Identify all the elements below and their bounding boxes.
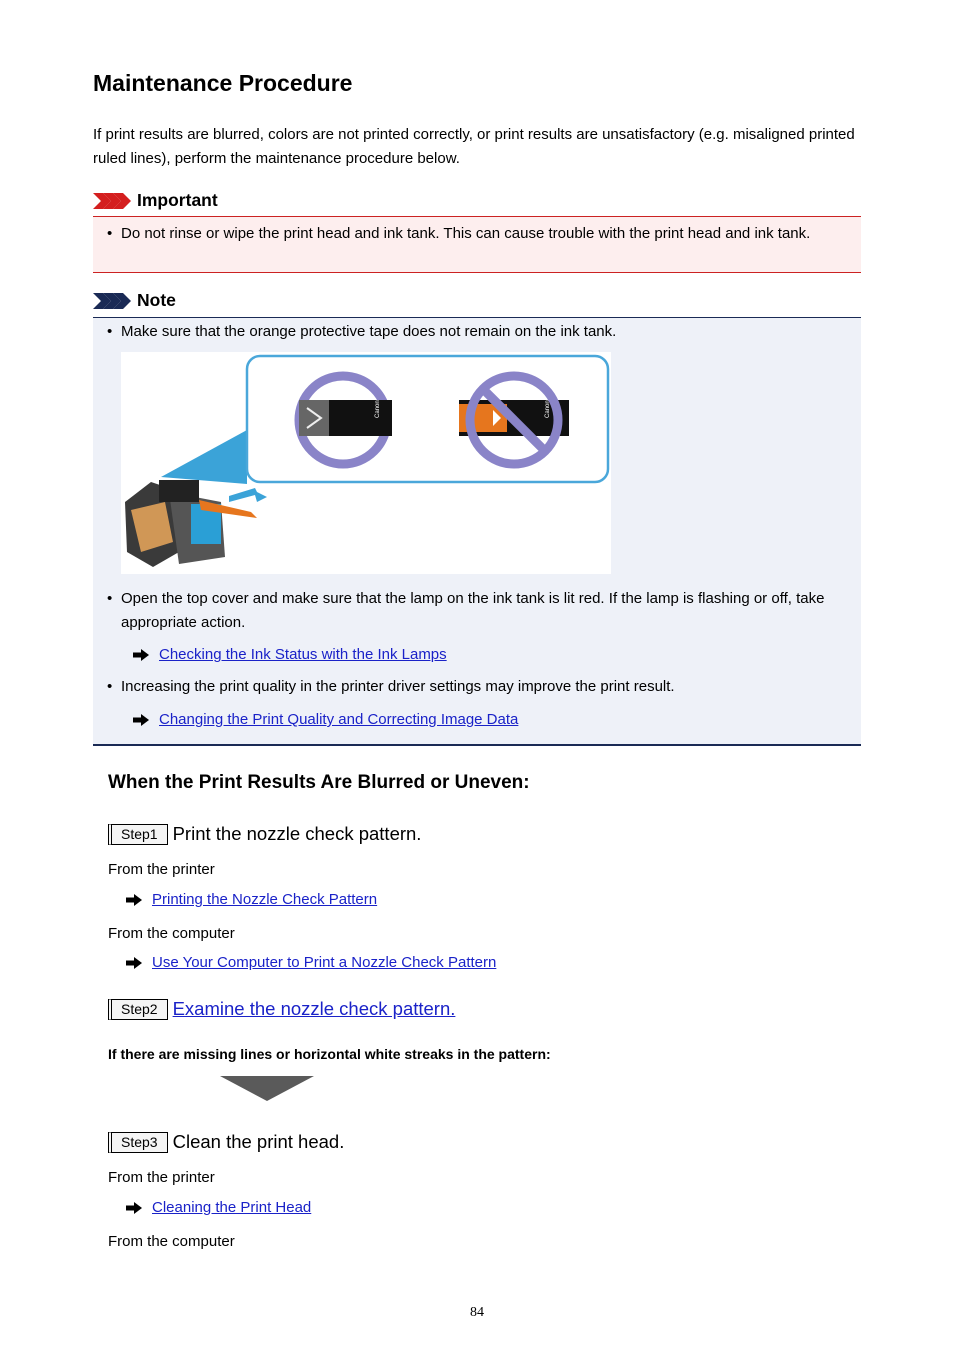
- step3-from-computer: From the computer: [108, 1233, 235, 1250]
- note-heading: [93, 290, 176, 311]
- tank-brand-label: Canon: [375, 400, 381, 418]
- important-heading: [93, 190, 218, 211]
- step1-from-computer: From the computer: [108, 925, 235, 942]
- page-title: Maintenance Procedure: [93, 70, 353, 96]
- step1-row: [108, 823, 421, 845]
- arrow-right-icon: [133, 714, 149, 726]
- step2-condition: If there are missing lines or horizontal white streaks in the pattern:: [108, 1046, 551, 1062]
- link-nozzle-computer[interactable]: [126, 954, 496, 971]
- nozzle-computer-link[interactable]: Use Your Computer to Print a Nozzle Check Pattern: [152, 954, 497, 971]
- ink-status-link[interactable]: Checking the Ink Status with the Ink Lamps: [159, 646, 447, 663]
- note-heading-label: Note: [137, 290, 176, 310]
- important-item: • Do not rinse or wipe the print head and ink tank. This can cause trouble with the print head and ink tank.: [121, 222, 841, 246]
- link-ink-status[interactable]: [133, 646, 447, 663]
- link-cleaning[interactable]: [126, 1199, 311, 1216]
- important-heading-label: Important: [137, 190, 218, 210]
- page-number: 84: [470, 1305, 484, 1320]
- nozzle-printer-link[interactable]: Printing the Nozzle Check Pattern: [152, 891, 378, 908]
- step1-text: Print the nozzle check pattern.: [172, 823, 422, 844]
- important-chevrons-icon: [93, 193, 131, 209]
- link-nozzle-printer[interactable]: [126, 891, 377, 908]
- section-title: When the Print Results Are Blurred or Uneven:: [108, 772, 530, 793]
- intro-paragraph: If print results are blurred, colors are not printed correctly, or print results are unsatisfactory (e.g. misaligned printed ruled lines), perform the maintenance procedure below.: [93, 126, 855, 167]
- step2-examine-link[interactable]: Examine the nozzle check pattern.: [172, 998, 456, 1019]
- arrow-right-icon: [133, 649, 149, 661]
- step1-badge: Step1: [108, 824, 168, 845]
- ink-tank-tape-illustration: [121, 352, 611, 574]
- arrow-right-icon: [126, 1202, 142, 1214]
- print-quality-link[interactable]: Changing the Print Quality and Correcting Image Data: [159, 711, 519, 728]
- note-item-quality: • Increasing the print quality in the printer driver settings may improve the print result.: [121, 675, 849, 699]
- step3-row: [108, 1131, 344, 1153]
- step3-from-printer: From the printer: [108, 1169, 215, 1186]
- tank-brand-label-2: Canon: [545, 400, 551, 418]
- arrow-right-icon: [126, 957, 142, 969]
- cleaning-link[interactable]: Cleaning the Print Head: [152, 1199, 312, 1216]
- note-item-tape: • Make sure that the orange protective tape does not remain on the ink tank.: [121, 320, 849, 344]
- link-print-quality[interactable]: [133, 711, 518, 728]
- step1-from-printer: From the printer: [108, 861, 215, 878]
- important-box: [93, 216, 861, 273]
- step3-badge: Step3: [108, 1132, 168, 1153]
- step2-badge: Step2: [108, 999, 168, 1020]
- step3-text: Clean the print head.: [172, 1131, 345, 1152]
- note-chevrons-icon: [93, 293, 131, 309]
- note-item-lamp: • Open the top cover and make sure that the lamp on the ink tank is lit red. If the lamp is flashing or off, take appropriate action.: [121, 587, 849, 635]
- down-arrow-icon: [220, 1076, 314, 1101]
- step2-row: [108, 998, 455, 1020]
- arrow-right-icon: [126, 894, 142, 906]
